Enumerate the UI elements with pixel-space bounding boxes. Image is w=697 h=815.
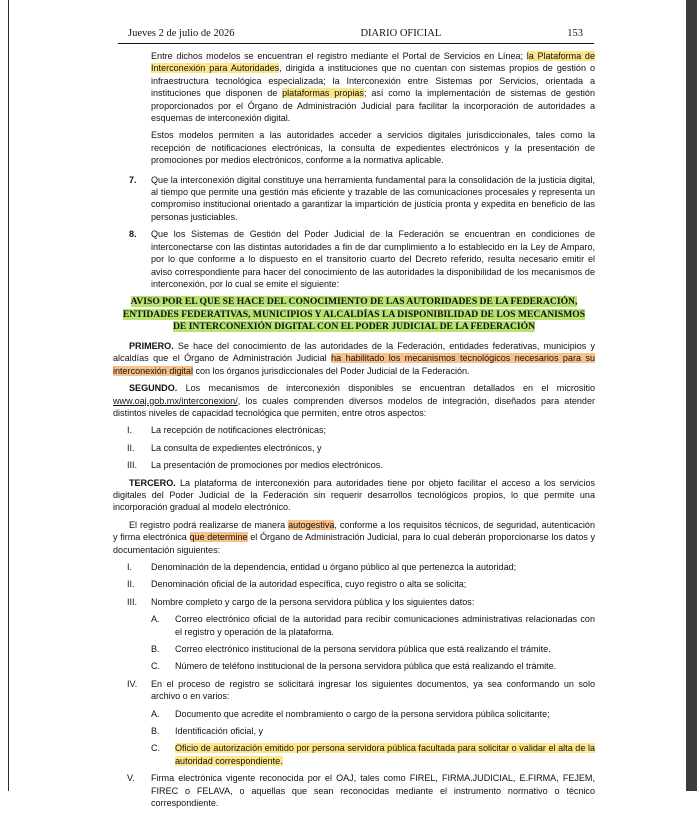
para1-text-mid: , dirigida a instituciones que no cuentan con sistemas propios de gestión o infraestructura tecnológica especializada; la Interconexión entre Sistemas por Servicios, orientada a instituciones que disponen de — [151, 63, 595, 99]
list-number: IV. — [127, 678, 138, 689]
registro-text-mid: , conforme a los requisitos técnicos, de seguridad, autenticación y firma electrónica — [113, 519, 595, 543]
sub-list-text-highlighted — [175, 742, 595, 767]
sub-list-text: Correo electrónico institucional de la persona servidora pública que está realizando el trámite. — [175, 644, 551, 655]
header-page-number: 153 — [567, 28, 583, 39]
sub-list-text: Documento que acredite el nombramiento o cargo de la persona servidora pública solicitante; — [175, 708, 550, 719]
article-tercero — [113, 477, 595, 514]
list-item — [113, 459, 595, 471]
list-text: En el proceso de registro se solicitará ingresar los siguientes documentos, ya sea conformando un solo archivo o en varios: — [151, 678, 595, 702]
list-item — [113, 596, 595, 608]
segundo-text: Los mecanismos de interconexión disponibles se encuentran detallados en el micrositio — [177, 383, 595, 394]
list-text: La presentación de promociones por medios electrónicos. — [151, 460, 383, 471]
segundo-text-end: , los cuales comprenden diversos modelos de integración, diseñados para atender distintos niveles de capacidad tecnológica que permiten, entre otros aspectos: — [113, 395, 595, 418]
numbered-item-7 — [113, 174, 595, 224]
list-number: III. — [127, 596, 138, 607]
notice-title-text: AVISO POR EL QUE SE HACE DEL CONOCIMIENTO DE LAS AUTORIDADES DE LA FEDERACIÓN, ENTIDADES FEDERATIVAS, MUNICIPIOS Y ALCALDÍAS LA DISPONIBILIDAD DE LOS MECANISMOS DE INTERCONEXIÓN DIGITAL CON EL PODER JUDICIAL DE LA FEDERACIÓN — [122, 296, 586, 332]
registro-text-end: el Órgano de Administración Judicial, para lo cual deberán proporcionarse los datos y documentación siguientes: — [113, 532, 595, 555]
sub-list-item — [113, 613, 595, 638]
list-number: I. — [127, 425, 133, 436]
list-text: Denominación oficial de la autoridad específica, cuyo registro o alta se solicita; — [151, 579, 467, 590]
sub-list-text: Número de teléfono institucional de la persona servidora pública que está realizando el trámite. — [175, 661, 557, 672]
paragraph-models — [113, 50, 595, 124]
item-number: 7. — [129, 174, 137, 185]
list-item — [113, 424, 595, 436]
list-text: Firma electrónica vigente reconocida por el OAJ, tales como FIREL, FIRMA.JUDICIAL, E.FIRMA, FEJEM, FIREC o FELAVA, o aquellas que sean reconocidas mediante el instrumento normativo o técnico correspondiente. — [151, 773, 595, 809]
list-text: La recepción de notificaciones electrónicas; — [151, 425, 327, 436]
list-number: V. — [127, 773, 135, 784]
header-date: Jueves 2 de julio de 2026 — [128, 28, 235, 39]
sub-list-letter: A. — [151, 708, 160, 719]
tercero-text: La plataforma de interconexión para autoridades tiene por objeto facilitar el acceso a los servicios digitales del Poder Judicial de la Federación sin requerir desarrollos tecnológicos propios, lo que permite una incorporación gradual al modelo electrónico. — [113, 477, 595, 513]
list-item — [113, 678, 595, 703]
sub-list-item — [113, 708, 595, 720]
header-publication: DIARIO OFICIAL — [360, 28, 442, 39]
highlight-plataformas-propias: plataformas propias — [282, 88, 364, 99]
sub-list-item — [113, 660, 595, 672]
microsite-link[interactable]: www.oaj.gob.mx/interconexion/ — [113, 395, 238, 406]
sub-list-letter: B. — [151, 644, 160, 655]
sub-list-text: Identificación oficial, y — [175, 726, 263, 737]
left-border — [8, 0, 9, 791]
item-text: Que los Sistemas de Gestión del Poder Judicial de la Federación se encuentran en condiciones de interconectarse con las distintas autoridades a fin de dar cumplimiento a lo establecido en la Ley de Amparo, por lo que conforme a lo dispuesto en el transitorio cuarto del Decreto referido, resulta necesario emitir el aviso correspondiente para hacer del conocimiento de las autoridades la disponibilidad de los mecanismos de interconexión, por lo cual se emite el siguiente: — [151, 229, 595, 289]
sub-list-letter: C. — [151, 661, 161, 672]
item-text: Que la interconexión digital constituye una herramienta fundamental para la consolidación de la justicia digital, al tiempo que permite una gestión más eficiente y trazable de las comunicaciones procesales y representa un compromiso institucional orientado a garantizar la impartición de justicia pronta y expedita en beneficio de las personas justiciables. — [151, 174, 595, 222]
sub-list-text: Correo electrónico oficial de la autoridad para recibir comunicaciones administrativas relacionadas con el registro y operación de la plataforma. — [175, 614, 595, 637]
item-number: 8. — [129, 229, 137, 240]
article-label: PRIMERO. — [129, 340, 174, 351]
article-label: TERCERO. — [129, 477, 176, 488]
list-item — [113, 561, 595, 573]
primero-text: Se hace del conocimiento de las autoridades de la Federación, entidades federativas, municipios y alcaldías que el Órgano de Administración Judicial — [113, 340, 595, 364]
sub-list-item — [113, 725, 595, 737]
registro-text: El registro podrá realizarse de manera — [129, 519, 289, 530]
list-number: II. — [127, 442, 135, 453]
paragraph-services: Estos modelos permiten a las autoridades acceder a servicios digitales jurisdiccionales, tales como la recepción de notificaciones electrónicas, la consulta de expedientes electrónicos y la presentación de promociones por medios electrónicos, conforme a la normativa aplicable. — [151, 130, 595, 166]
header-rule — [118, 43, 594, 44]
article-segundo — [113, 382, 595, 419]
notice-title — [117, 296, 591, 333]
list-number: I. — [127, 562, 133, 573]
list-item — [113, 442, 595, 454]
list-text: Nombre completo y cargo de la persona servidora pública y los siguientes datos: — [151, 596, 475, 607]
list-text: La consulta de expedientes electrónicos, y — [151, 442, 322, 453]
list-number: III. — [127, 460, 138, 471]
numbered-item-8 — [113, 228, 595, 290]
list-text: Denominación de la dependencia, entidad u órgano público al que pertenezca la autoridad; — [151, 562, 517, 573]
page-header — [128, 28, 583, 39]
highlight-autogestiva: autogestiva — [288, 519, 335, 530]
para1-text-end: ; así como la implementación de sistemas de gestión proporcionados por el Órgano de Administración Judicial para facilitar la incorporación de autoridades a esquemas de interconexión digital. — [151, 88, 595, 124]
paragraph-registro — [113, 519, 595, 556]
sub-list-item — [113, 742, 595, 767]
right-scroll-edge — [686, 0, 697, 791]
sub-list-letter: C. — [151, 743, 161, 754]
sub-list-letter: A. — [151, 614, 160, 625]
list-number: II. — [127, 579, 135, 590]
article-primero — [113, 340, 595, 377]
article-label: SEGUNDO. — [129, 383, 178, 394]
primero-text-end: con los órganos jurisdiccionales del Poder Judicial de la Federación. — [192, 365, 470, 376]
highlight-plataforma: la Plataforma de Interconexión para Autoridades — [151, 51, 595, 74]
document-body — [113, 50, 595, 815]
highlight-que-determine: que determine — [189, 532, 248, 543]
sub-list-item — [113, 643, 595, 655]
para1-text: Entre dichos modelos se encuentran el registro mediante el Portal de Servicios en Línea; — [151, 51, 527, 61]
highlight-mecanismos: ha habilitado los mecanismos tecnológicos necesarios para su interconexión digital — [113, 353, 595, 376]
highlight-oficio-autorizacion: Oficio de autorización emitido por persona servidora pública facultada para solicitar o validar el alta de la autoridad correspondiente. — [175, 743, 595, 766]
list-item — [113, 578, 595, 590]
sub-list-letter: B. — [151, 726, 160, 737]
